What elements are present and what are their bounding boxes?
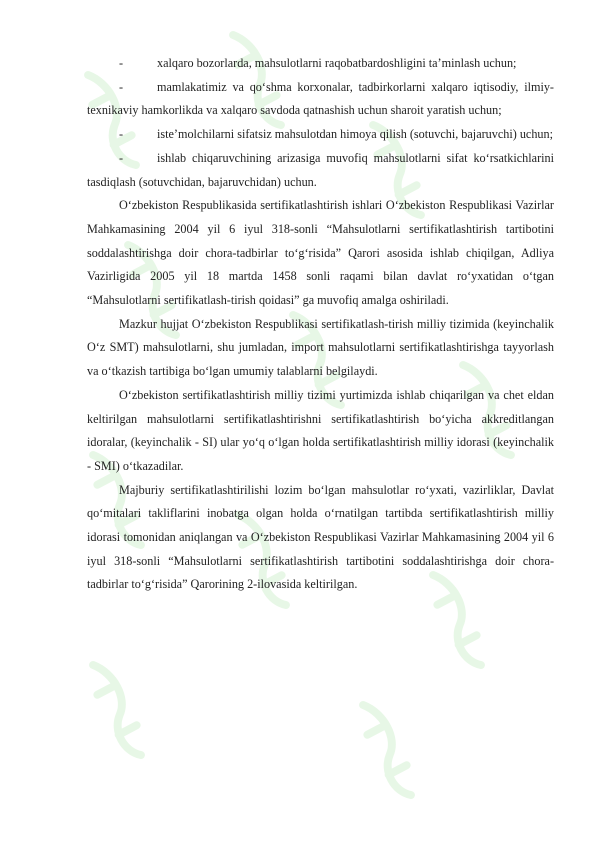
bullet-dash: -	[119, 79, 124, 94]
logo-watermark	[74, 649, 160, 771]
bullet-text: xalqaro bozorlarda, mahsulotlarni raqobatbardoshligini ta’minlash uchun;	[157, 56, 517, 70]
bullet-item	[87, 76, 554, 123]
bullet-item	[87, 147, 554, 194]
logo-watermark	[344, 689, 430, 811]
body-paragraph: O‘zbekiston Respublikasida sertifikatlashtirish ishlari O‘zbekiston Respublikasi Vazirlar Mahkamasining 2004 yil 6 iyul 318-sonli “Mahsulotlarni sertifikatlashtirish tartibotini soddalashtirishga doir chora-tadbirlar to‘g‘risida” Qarori asosida ishlab chiqilgan, Adliya Vazirligida 2005 yil 18 martda 1458 sonli raqami bilan davlat ro‘yxatidan o‘tgan “Mahsulotlarni sertifikatlash-tirish qoidasi” ga muvofiq amalga oshiriladi.	[87, 198, 554, 308]
body-paragraph: O‘zbekiston sertifikatlashtirish milliy tizimi yurtimizda ishlab chiqarilgan va chet eldan keltirilgan mahsulotlarni sertifikatlashtirishni sertifikatlashtirish bo‘yicha akkreditlangan idoralar, (keyinchalik - SI) ular yo‘q o‘lgan holda sertifikatlashtirish milliy idorasi (keyinchalik - SMI) o‘tkazadilar.	[87, 387, 554, 473]
body-paragraph: Majburiy sertifikatlashtirilishi lozim bo‘lgan mahsulotlar ro‘yxati, vazirliklar, Davlat qo‘mitalari takliflarini inobatga olgan holda o‘rnatilgan tartibda sertifikatlashtirish milliy idorasi tomonidan aniqlangan va O‘zbekiston Respublikasi Vazirlar Mahkamasining 2004 yil 6 iyul 318-sonli “Mahsulotlarni sertifikatlashtirish tartibotini soddalashtirishga doir chora-tadbirlar to‘g‘risida” Qarorining 2-ilovasida keltirilgan.	[87, 482, 554, 592]
body-paragraph: Mazkur hujjat O‘zbekiston Respublikasi sertifikatlash-tirish milliy tizimida (keyinchalik O‘z SMT) mahsulotlarni, shu jumladan, import mahsulotlarni sertifikatlashtirishga tayyorlash va o‘tkazish tartibiga bo‘lgan umumiy talablarni belgilaydi.	[87, 316, 554, 379]
bullet-text: iste’molchilarni sifatsiz mahsulotdan himoya qilish (sotuvchi, bajaruvchi) uchun;	[157, 127, 554, 142]
bullet-text: ishlab chiqaruvchining arizasiga muvofiq mahsulotlarni sifat ko‘rsatkichlarini tasdiqlash (sotuvchidan, bajaruvchidan) uchun.	[87, 150, 554, 189]
bullet-dash: -	[119, 150, 124, 165]
bullet-dash: -	[119, 56, 124, 70]
bullet-item	[87, 123, 554, 147]
bullet-text: mamlakatimiz va qo‘shma korxonalar, tadbirkorlarni xalqaro iqtisodiy, ilmiy-texnikaviy hamkorlikda va xalqaro savdoda qatnashish uchun sharoit yaratish uchun;	[87, 79, 554, 118]
bullet-dash: -	[119, 127, 124, 142]
bullet-item	[87, 52, 554, 76]
document-body	[87, 52, 554, 597]
